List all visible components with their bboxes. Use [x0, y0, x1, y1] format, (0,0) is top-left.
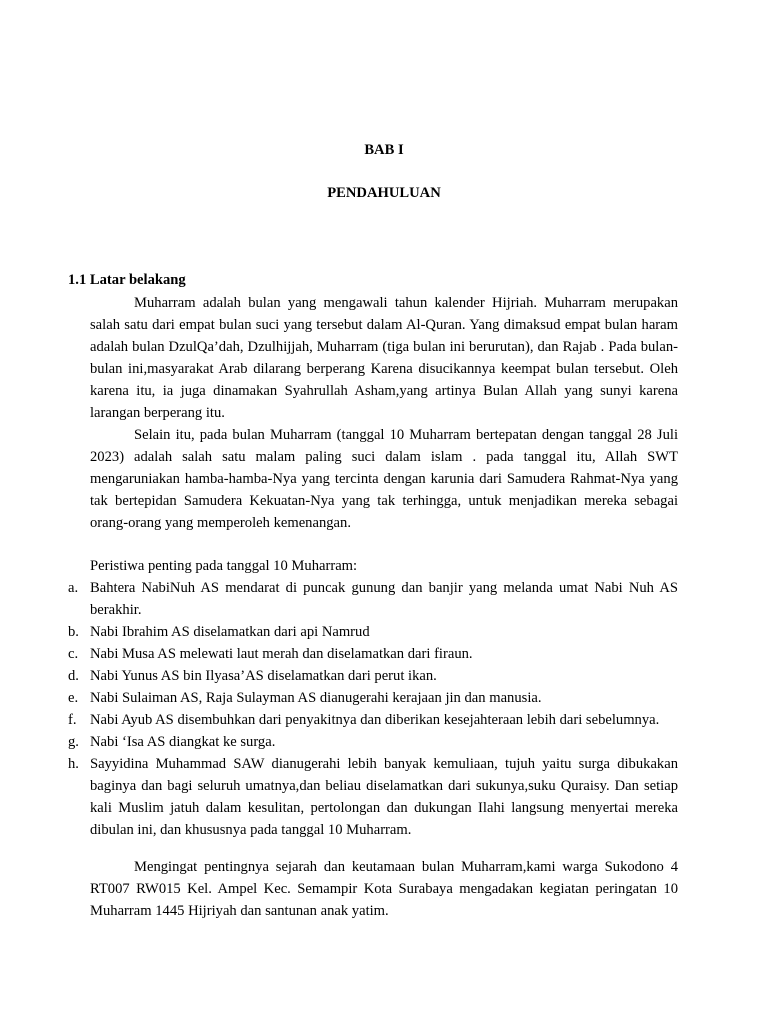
list-item: [68, 621, 678, 643]
list-marker: h.: [68, 756, 79, 772]
list-marker: c.: [68, 646, 79, 662]
body-paragraph: Muharram adalah bulan yang mengawali tahun kalender Hijriah. Muharram merupakan salah satu dari empat bulan suci yang tersebut dalam Al-Quran. Yang dimaksud empat bulan haram adalah bulan DzulQa’dah, Dzulhijjah, Muharram (tiga bulan ini berurutan), dan Rajab . Pada bulan-bulan ini,masyarakat Arab dilarang berperang Karena disucikannya keempat bulan tersebut. Oleh karena itu, ia juga dinamakan Syahrullah Asham,yang artinya Bulan Allah yang sunyi karena larangan berperang itu.: [90, 295, 678, 421]
list-marker: f.: [68, 712, 77, 728]
body-paragraph: Selain itu, pada bulan Muharram (tanggal 10 Muharram bertepatan dengan tanggal 28 Juli 2023) adalah salah satu malam paling suci dalam islam . pada tanggal itu, Allah SWT mengaruniakan hamba-hamba-Nya yang tercinta dengan karunia dari Samudera Rahmat-Nya yang tak bertepidan Samudera Kekuatan-Nya yang tak terhingga, untuk menjadikan mereka sebagai orang-orang yang memperoleh kemenangan.: [90, 427, 678, 531]
list-item-text: Nabi ‘Isa AS diangkat ke surga.: [90, 734, 276, 750]
list-item: [68, 731, 678, 753]
list-marker: b.: [68, 624, 79, 640]
list-item: [68, 753, 678, 841]
list-marker: e.: [68, 690, 79, 706]
list-item-text: Nabi Ayub AS disembuhkan dari penyakitnya dan diberikan kesejahteraan lebih dari sebelumnya.: [90, 712, 660, 728]
list-item-text: Sayyidina Muhammad SAW dianugerahi lebih banyak kemuliaan, tujuh yaitu surga dibukakan baginya dan bagi seluruh umatnya,dan beliau diselamatkan dari sukunya,suku Quraisy. Dan setiap kali Muslim jatuh dalam kesulitan, pertolongan dan dukungan Ilahi langsung menyertai mereka dibulan ini, dan khususnya pada tanggal 10 Muharram.: [90, 756, 678, 838]
list-item: [68, 665, 678, 687]
list-item: [68, 709, 678, 731]
list-item-text: Nabi Yunus AS bin Ilyasa’AS diselamatkan dari perut ikan.: [90, 668, 437, 684]
list-marker: d.: [68, 668, 79, 684]
list-marker: a.: [68, 580, 79, 596]
list-item-text: Nabi Ibrahim AS diselamatkan dari api Namrud: [90, 624, 370, 640]
list-item: [68, 687, 678, 709]
events-list: [68, 577, 678, 841]
list-item-text: Nabi Musa AS melewati laut merah dan diselamatkan dari firaun.: [90, 646, 473, 662]
list-item-text: Nabi Sulaiman AS, Raja Sulayman AS dianugerahi kerajaan jin dan manusia.: [90, 690, 542, 706]
list-item-text: Bahtera NabiNuh AS mendarat di puncak gunung dan banjir yang melanda umat Nabi Nuh AS berakhir.: [90, 580, 678, 618]
chapter-title: PENDAHULUAN: [327, 185, 441, 201]
section-heading: 1.1 Latar belakang: [68, 272, 186, 288]
list-marker: g.: [68, 734, 79, 750]
events-intro: Peristiwa penting pada tanggal 10 Muharram:: [90, 558, 358, 574]
list-item: [68, 577, 678, 621]
list-item: [68, 643, 678, 665]
closing-paragraph: Mengingat pentingnya sejarah dan keutamaan bulan Muharram,kami warga Sukodono 4 RT007 RW015 Kel. Ampel Kec. Semampir Kota Surabaya mengadakan kegiatan peringatan 10 Muharram 1445 Hijriyah dan santunan anak yatim.: [90, 859, 678, 919]
chapter-number: BAB I: [364, 142, 404, 158]
